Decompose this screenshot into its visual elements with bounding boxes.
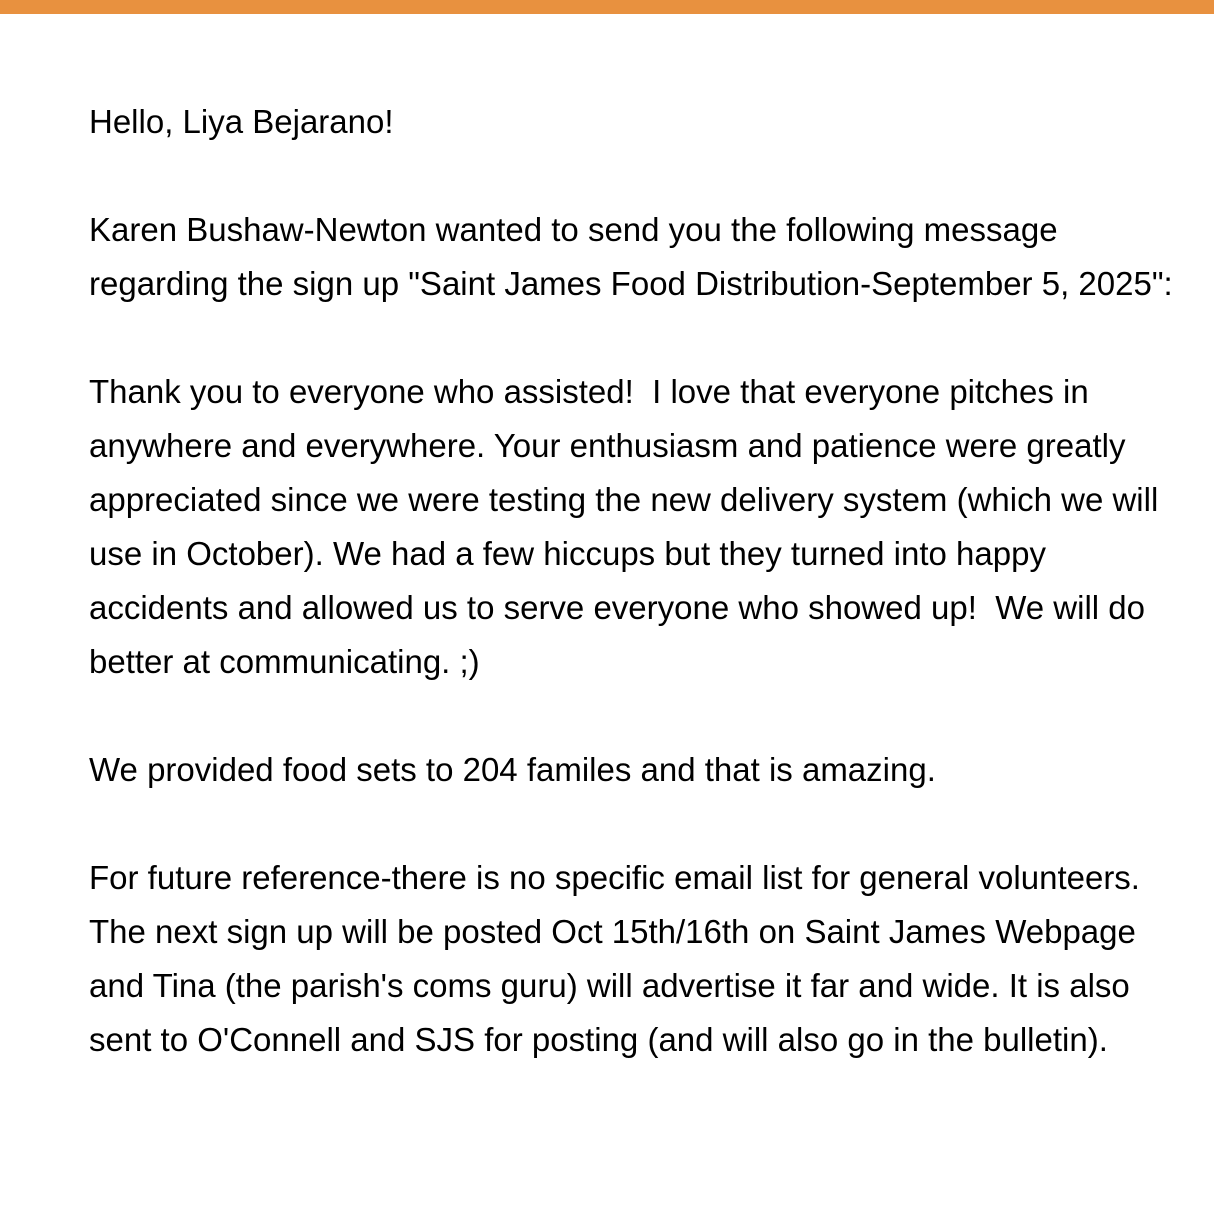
header-accent-bar [0,0,1214,14]
message-paragraph-future: For future reference-there is no specific email list for general volunteers. The next sign up will be posted Oct 15th/16th on Saint James Webpage and Tina (the parish's coms guru) will advertise it far and wide. It is also sent to O'Connell and SJS for posting (and will also go in the bulletin). [89,859,1149,1058]
message-paragraph-stats: We provided food sets to 204 familes and that is amazing. [89,751,936,788]
intro-text: Karen Bushaw-Newton wanted to send you the following message regarding the sign up "Saint James Food Distribution-September 5, 2025": [89,211,1173,302]
email-body [89,95,1184,1067]
message-paragraph-thanks: Thank you to everyone who assisted! I love that everyone pitches in anywhere and everywhere. Your enthusiasm and patience were greatly appreciated since we were testing the new delivery system (which we will use in October). We had a few hiccups but they turned into happy accidents and allowed us to serve everyone who showed up! We will do better at communicating. ;) [89,373,1168,680]
greeting: Hello, Liya Bejarano! [89,103,394,140]
